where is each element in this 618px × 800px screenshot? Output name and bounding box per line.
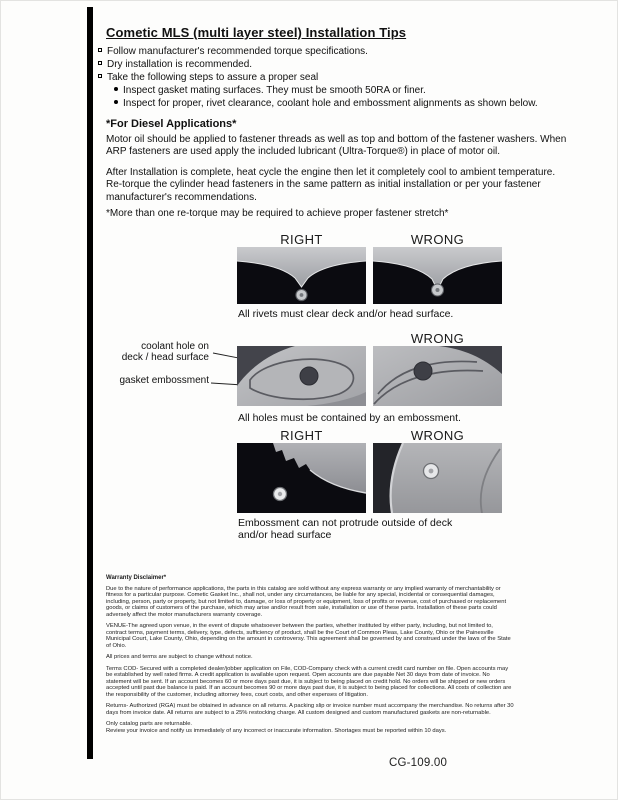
list-item: [98, 58, 584, 71]
warranty-heading: Warranty Disclaimer*: [106, 575, 167, 581]
review-invoice-line: Review your invoice and notify us immediately of any incorrect or inaccurate information. Shortages must be reported within 10 days.: [106, 727, 447, 734]
list-item: [98, 45, 584, 58]
row1-caption: All rivets must clear deck and/or head surface.: [238, 308, 454, 320]
filled-bullet-icon: [114, 87, 118, 91]
list-item-text: Follow manufacturer's recommended torque specifications.: [107, 46, 368, 57]
rivet-clearance-right-photo: [237, 247, 366, 304]
sub-list-item: [114, 97, 584, 110]
diesel-applications-heading: *For Diesel Applications*: [106, 118, 237, 130]
row2-caption: All holes must be contained by an embossment.: [238, 412, 461, 424]
row3-caption: Embossment can not protrude outside of deck and/or head surface: [238, 517, 453, 541]
wrong-label: WRONG: [410, 331, 465, 346]
rivet-clearance-wrong-photo: [373, 247, 502, 304]
coolant-hole-embossment-right-photo: [237, 346, 366, 406]
list-item-text: Take the following steps to assure a proper seal: [107, 72, 319, 83]
callout-text: gasket embossment: [119, 375, 209, 386]
right-label: RIGHT: [280, 232, 323, 247]
filled-bullet-icon: [114, 100, 118, 104]
gasket-embossment-callout: [97, 375, 209, 386]
sub-list-item: [114, 84, 584, 97]
page-title: Cometic MLS (multi layer steel) Installation Tips: [106, 25, 407, 40]
list-item-text: Dry installation is recommended.: [107, 59, 253, 70]
left-border-bar: [87, 7, 93, 759]
embossment-protrusion-right-photo: [237, 443, 366, 513]
coolant-hole-embossment-wrong-photo: [373, 346, 502, 406]
list-item: [98, 71, 584, 84]
coolant-hole-callout: [97, 341, 209, 363]
hollow-bullet-icon: [98, 74, 102, 78]
page-code: CG-109.00: [389, 757, 448, 769]
embossment-protrusion-wrong-photo: [373, 443, 502, 513]
venue-paragraph: VENUE-The agreed upon venue, in the event of dispute whatsoever between the parties, whether instituted by either party, including, but not limited to, contract terms, payment terms, delivery, type, defects, sufficiency of product, shall be the Court of Common Pleas, Lake County, Ohio or the Painesville Municipal Court, Lake County, Ohio, depending on the amount in controversy. This agreement shall be governed by and construed under the laws of the State of Ohio.: [106, 623, 511, 649]
right-label: RIGHT: [280, 428, 323, 443]
installation-tips-list: [98, 45, 584, 110]
list-item-text: Inspect for proper, rivet clearance, coolant hole and embossment alignments as shown below.: [123, 98, 538, 109]
warranty-disclaimer-section: [106, 575, 514, 739]
diesel-paragraph-2: After Installation is complete, heat cycle the engine then let it completely cool to ambient temperature. Re-torque the cylinder head fasteners in the same pattern as initial installation or per your fastener manufacturer's recommendations.: [106, 167, 556, 203]
retorque-note: *More than one re-torque may be required to achieve proper fastener stretch*: [106, 208, 449, 219]
catalog-parts-line: Only catalog parts are returnable.: [106, 721, 193, 727]
warranty-paragraph: Due to the nature of performance applications, the parts in this catalog are sold without any express warranty or any implied warranty of merchantability or fitness for a particular purpose. Cometic Gasket Inc., shall not, under any circumstances, be liable for any special, incidental or consequential damages, including, person, party or property, but not limited to, damage, or loss of property or equipment, loss of profits or revenue, cost of purchased or replacement goods, or claims of customers of the purchase, which may arise and/or result from sale, installation or use of these parts. Installation of these parts could adversely affect the motor manufacturers warranty coverage.: [106, 585, 507, 618]
callout-text: deck / head surface: [121, 352, 209, 363]
diesel-paragraph-1: Motor oil should be applied to fastener threads as well as top and bottom of the fastener washers. When ARP fasteners are used apply the included lubricant (Ultra-Torque®) in place of motor oil.: [106, 134, 567, 158]
prices-terms-line: All prices and terms are subject to change without notice.: [106, 654, 253, 660]
list-item-text: Inspect gasket mating surfaces. They must be smooth 50RA or finer.: [123, 85, 426, 96]
terms-cod-paragraph: Terms COD- Secured with a completed dealer/jobber application on File, COD-Company check with a current credit card number on file. Open accounts may be established by well rated firms. A credit application is available upon request. Open accounts are due payable Net 30 days from date of invoice. No statement will be sent. If an account becomes 60 or more days past due, it is subject to being placed on credit hold. No orders will be shipped or new orders accepted until past due balance is paid. If an account becomes 90 or more days past due, it is subject to being placed for collections. All costs of collection are the responsibility of the customer, including attorney fees, court costs, and other expenses of litigation.: [106, 665, 512, 698]
wrong-label: WRONG: [410, 428, 465, 443]
wrong-label: WRONG: [410, 232, 465, 247]
hollow-bullet-icon: [98, 48, 102, 52]
callout-text: coolant hole on: [141, 341, 209, 352]
hollow-bullet-icon: [98, 61, 102, 65]
returns-paragraph: Returns- Authorized (RGA) must be obtained in advance on all returns. A packing slip or invoice number must accompany the merchandise. No returns after 30 days from invoice date. All returns are subject to a 25% restocking charge. All custom designed and custom manufactured gaskets are non-returnable.: [106, 703, 514, 716]
